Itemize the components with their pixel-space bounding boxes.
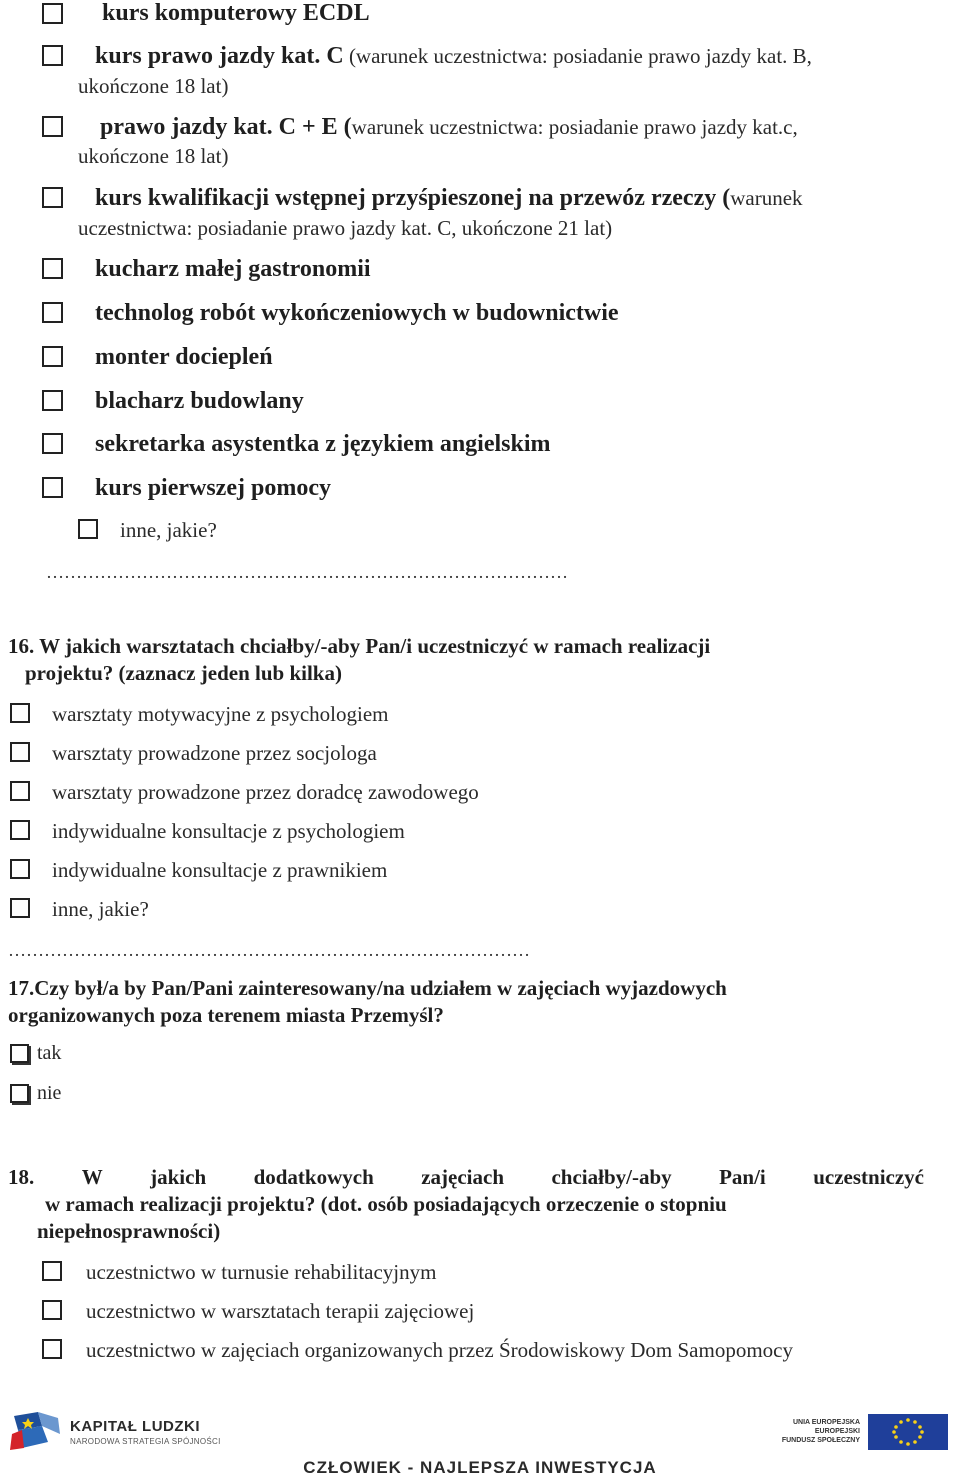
kapital-ludzki-title: KAPITAŁ LUDZKI	[70, 1418, 201, 1435]
eu-fund-text	[782, 1418, 860, 1445]
extra-label: uczestnictwo w zajęciach organizowanych przez Środowiskowy Dom Samopomocy	[86, 1338, 793, 1362]
checkbox-icon[interactable]	[42, 302, 63, 323]
checkbox-icon[interactable]	[42, 477, 63, 498]
eu-fund-line: FUNDUSZ SPOŁECZNY	[781, 1437, 860, 1444]
answer-dotted-line[interactable]: ……………………………………………………………………………	[8, 940, 530, 960]
footer	[0, 1400, 960, 1480]
question-16-title-continued	[25, 660, 342, 687]
course-label: blacharz budowlany	[95, 388, 304, 414]
course-label: kurs komputerowy ECDL	[102, 0, 370, 26]
checkbox-icon[interactable]	[42, 1261, 62, 1281]
course-option-tinsmith[interactable]	[42, 386, 304, 416]
footer-slogan: CZŁOWIEK - NAJLEPSZA INWESTYCJA	[303, 1458, 657, 1477]
checkbox-icon[interactable]	[42, 45, 63, 66]
course-option-driving-c[interactable]	[42, 41, 812, 71]
course-option-other[interactable]	[78, 516, 217, 544]
question-16-hint: (zaznacz jeden lub kilka)	[113, 661, 342, 685]
checkbox-icon[interactable]	[10, 859, 30, 879]
course-condition-continued: uczestnictwa: posiadanie prawo jazdy kat. C, ukończone 21 lat)	[78, 216, 613, 240]
course-option-first-aid[interactable]	[42, 473, 331, 503]
question-18-title-continued: niepełnosprawności)	[37, 1219, 221, 1243]
question-18-title-continued: w ramach realizacji projektu? (dot. osób posiadających orzeczenie o stopniu	[45, 1192, 727, 1216]
question-17-title: 17.Czy był/a by Pan/Pani zainteresowany/na udziałem w zajęciach wyjazdowych	[8, 976, 727, 1000]
course-condition-continued: ukończone 18 lat)	[78, 74, 229, 98]
course-option-insulation[interactable]	[42, 342, 273, 372]
course-option-driving-ce[interactable]	[42, 112, 798, 142]
workshop-label: warsztaty prowadzone przez socjologa	[52, 741, 377, 765]
checkbox-icon[interactable]	[42, 1339, 62, 1359]
trip-label: tak	[37, 1042, 62, 1064]
course-label: monter dociepleń	[95, 344, 273, 370]
question-18-word: dodatkowych	[253, 1165, 374, 1189]
question-18-word: zajęciach	[421, 1165, 505, 1189]
course-condition: warunek uczestnictwa: posiadanie prawo jazdy kat.c,	[351, 115, 798, 139]
extra-option-rehab[interactable]	[42, 1258, 436, 1286]
question-18-word: chciałby/-aby	[551, 1165, 672, 1189]
question-17-title-continued: organizowanych poza terenem miasta Przemyśl?	[8, 1003, 444, 1027]
checkbox-icon[interactable]	[10, 1084, 29, 1103]
course-condition-continued: ukończone 18 lat)	[78, 144, 229, 168]
checkbox-icon[interactable]	[42, 433, 63, 454]
checkbox-icon[interactable]	[10, 898, 30, 918]
workshop-option-career-advisor[interactable]	[10, 778, 479, 806]
workshop-label: indywidualne konsultacje z psychologiem	[52, 819, 405, 843]
workshop-label: indywidualne konsultacje z prawnikiem	[52, 858, 388, 882]
checkbox-icon[interactable]	[10, 703, 30, 723]
workshop-option-motivational[interactable]	[10, 700, 388, 728]
checkbox-icon[interactable]	[10, 820, 30, 840]
course-condition: (warunek uczestnictwa: posiadanie prawo jazdy kat. B,	[343, 44, 812, 68]
other-label: inne, jakie?	[120, 518, 217, 542]
question-18-word: Pan/i	[719, 1165, 766, 1189]
workshop-option-other[interactable]	[10, 895, 149, 923]
eu-fund-line: EUROPEJSKI	[814, 1428, 860, 1435]
course-label: kurs kwalifikacji wstępnej przyśpieszonej na przewóz rzeczy (	[95, 185, 731, 211]
question-18-title	[8, 1164, 924, 1191]
workshop-label: warsztaty prowadzone przez doradcę zawodowego	[52, 780, 479, 804]
course-option-finishing[interactable]	[42, 298, 619, 328]
course-label: prawo jazdy kat. C + E (	[100, 114, 352, 140]
checkbox-icon[interactable]	[42, 390, 63, 411]
checkbox-icon[interactable]	[42, 187, 63, 208]
checkbox-icon[interactable]	[42, 3, 63, 24]
course-condition: warunek	[730, 186, 803, 210]
trip-option-no[interactable]	[10, 1080, 61, 1106]
eu-flag-icon	[868, 1414, 948, 1450]
question-18-word: 18.	[8, 1165, 35, 1189]
question-18-word: uczestniczyć	[813, 1165, 924, 1189]
course-label: sekretarka asystentka z językiem angielskim	[95, 431, 551, 457]
course-option-secretary[interactable]	[42, 429, 551, 459]
question-18-word: W	[81, 1165, 103, 1189]
checkbox-icon[interactable]	[78, 519, 98, 539]
trip-label: nie	[37, 1082, 62, 1104]
kapital-ludzki-logo	[8, 1408, 63, 1454]
kapital-ludzki-subtitle: NARODOWA STRATEGIA SPÓJNOŚCI	[70, 1437, 221, 1446]
extra-label: uczestnictwo w warsztatach terapii zajęciowej	[86, 1299, 475, 1323]
course-label: kucharz małej gastronomii	[95, 256, 371, 282]
course-option-cook[interactable]	[42, 254, 371, 284]
course-option-qualification[interactable]	[42, 183, 803, 213]
checkbox-icon[interactable]	[42, 258, 63, 279]
answer-dotted-line[interactable]: ……………………………………………………………………………	[46, 562, 568, 582]
workshop-option-sociologist[interactable]	[10, 739, 377, 767]
checkbox-icon[interactable]	[10, 742, 30, 762]
checkbox-icon[interactable]	[10, 1044, 29, 1063]
trip-option-yes[interactable]	[10, 1040, 61, 1066]
workshop-option-lawyer-consult[interactable]	[10, 856, 387, 884]
course-option-ecdl[interactable]	[42, 0, 370, 26]
checkbox-icon[interactable]	[42, 116, 63, 137]
extra-option-self-help[interactable]	[42, 1336, 793, 1364]
workshop-label: inne, jakie?	[52, 897, 149, 921]
course-label: technolog robót wykończeniowych w budownictwie	[95, 300, 619, 326]
eu-fund-line: UNIA EUROPEJSKA	[792, 1419, 860, 1426]
course-label: kurs pierwszej pomocy	[95, 475, 331, 501]
course-label: kurs prawo jazdy kat. C	[95, 43, 344, 69]
extra-label: uczestnictwo w turnusie rehabilitacyjnym	[86, 1260, 437, 1284]
workshop-option-psych-consult[interactable]	[10, 817, 405, 845]
checkbox-icon[interactable]	[42, 1300, 62, 1320]
workshop-label: warsztaty motywacyjne z psychologiem	[52, 702, 389, 726]
extra-option-therapy[interactable]	[42, 1297, 474, 1325]
question-18-word: jakich	[150, 1165, 207, 1189]
question-16-title: 16. W jakich warsztatach chciałby/-aby Pan/i uczestniczyć w ramach realizacji	[8, 634, 711, 658]
question-16-word: projektu?	[25, 661, 114, 685]
checkbox-icon[interactable]	[42, 346, 63, 367]
checkbox-icon[interactable]	[10, 781, 30, 801]
